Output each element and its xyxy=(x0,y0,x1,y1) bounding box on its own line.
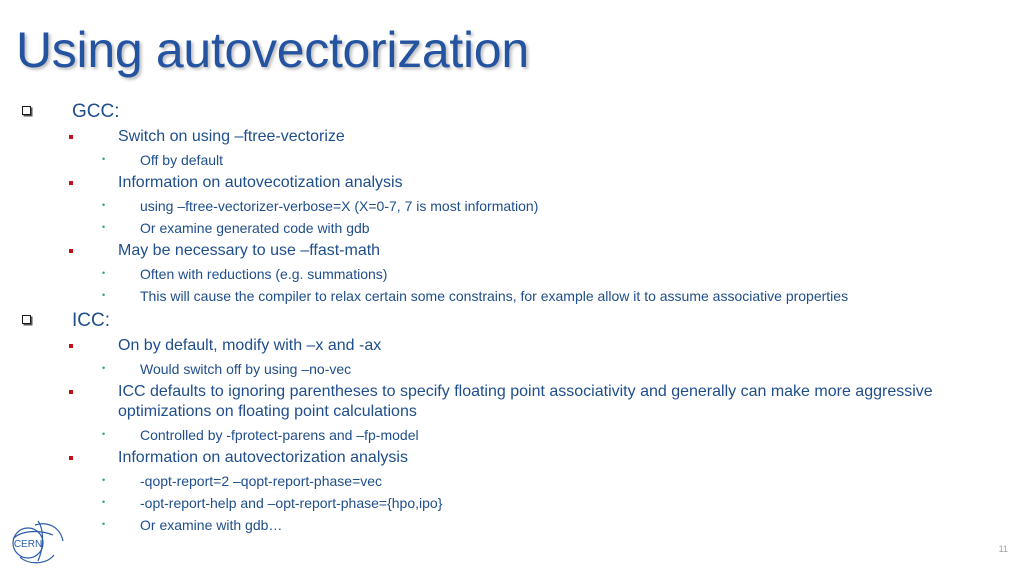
sub-list-item-text: -qopt-report=2 –qopt-report-phase=vec xyxy=(140,473,383,489)
dot-bullet-icon: • xyxy=(102,222,106,232)
sub-list-item-text: -opt-report-help and –opt-report-phase={hpo,ipo} xyxy=(140,495,443,511)
sub-list-item-text: Off by default xyxy=(140,152,224,168)
list-item xyxy=(0,239,1024,263)
list-item-text: May be necessary to use –ffast-math xyxy=(118,242,381,259)
dot-bullet-icon: • xyxy=(102,429,106,439)
sub-list-item xyxy=(0,149,1024,171)
list-item-text: ICC defaults to ignoring parentheses to specify floating point associativity and generally can make more aggressive optimizations on floating point calculations xyxy=(118,383,933,420)
dot-bullet-icon: • xyxy=(102,154,106,164)
sub-list-item-text: using –ftree-vectorizer-verbose=X (X=0-7, 7 is most information) xyxy=(140,198,539,214)
sub-list-item xyxy=(0,424,1024,446)
sub-list-item xyxy=(0,492,1024,514)
list-item xyxy=(0,334,1024,358)
sub-list-item-text: Controlled by -fprotect-parens and –fp-model xyxy=(140,427,419,443)
list-item xyxy=(0,171,1024,195)
cern-logo xyxy=(8,517,64,567)
sub-list-item xyxy=(0,358,1024,380)
sub-list-item-text: Would switch off by using –no-vec xyxy=(140,361,352,377)
list-item-text: Switch on using –ftree-vectorize xyxy=(118,128,345,145)
red-square-bullet-icon xyxy=(69,344,73,348)
section-label: GCC: xyxy=(72,101,120,122)
page-number: 11 xyxy=(998,544,1008,554)
sub-list-item-text: Often with reductions (e.g. summations) xyxy=(140,266,388,282)
square-bullet-icon xyxy=(22,106,31,115)
dot-bullet-icon: • xyxy=(102,290,106,300)
sub-list-item xyxy=(0,285,1024,307)
dot-bullet-icon: • xyxy=(102,475,106,485)
red-square-bullet-icon xyxy=(69,135,73,139)
dot-bullet-icon: • xyxy=(102,200,106,210)
list-item xyxy=(0,446,1024,470)
sub-list-item-text: Or examine with gdb… xyxy=(140,517,283,533)
list-item-text: On by default, modify with –x and -ax xyxy=(118,337,382,354)
sub-list-item xyxy=(0,195,1024,217)
square-bullet-icon xyxy=(22,315,31,324)
list-item-text: Information on autovectorization analysis xyxy=(118,449,408,466)
dot-bullet-icon: • xyxy=(102,363,106,373)
sub-list-item xyxy=(0,514,1024,536)
dot-bullet-icon: • xyxy=(102,519,106,529)
dot-bullet-icon: • xyxy=(102,268,106,278)
sub-list-item-text: This will cause the compiler to relax certain some constrains, for example allow it to assume associative properties xyxy=(140,288,849,304)
slide-content xyxy=(0,98,1024,536)
slide-title: Using autovectorization xyxy=(16,22,529,78)
red-square-bullet-icon xyxy=(69,249,73,253)
red-square-bullet-icon xyxy=(69,390,73,394)
sub-list-item xyxy=(0,470,1024,492)
sub-list-item-text: Or examine generated code with gdb xyxy=(140,220,370,236)
section-label: ICC: xyxy=(72,310,110,331)
list-item-text: Information on autovecotization analysis xyxy=(118,174,403,191)
dot-bullet-icon: • xyxy=(102,497,106,507)
list-item xyxy=(0,380,1024,424)
red-square-bullet-icon xyxy=(69,181,73,185)
cern-logo-text: CERN xyxy=(13,539,43,550)
list-item xyxy=(0,125,1024,149)
section-icc xyxy=(0,307,1024,334)
sub-list-item xyxy=(0,217,1024,239)
section-gcc xyxy=(0,98,1024,125)
red-square-bullet-icon xyxy=(69,456,73,460)
sub-list-item xyxy=(0,263,1024,285)
